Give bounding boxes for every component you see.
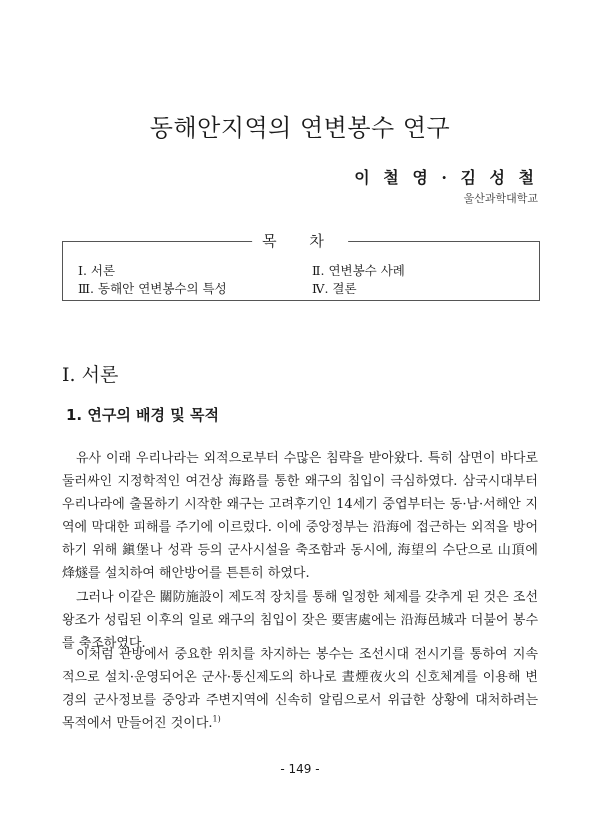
toc-item: Ⅲ. 동해안 연변봉수의 특성 [78,281,227,296]
toc-heading: 목 차 [252,230,348,251]
toc-item: Ⅰ. 서론 [78,263,116,278]
toc-item: Ⅳ. 결론 [312,281,357,296]
subsection-heading: 1. 연구의 배경 및 목적 [66,406,219,424]
body-paragraph-text: 이처럼 관방에서 중요한 위치를 차지하는 봉수는 조선시대 전시기를 통하여 지속적으로 설치·운영되어온 군사·통신제도의 하나로 晝煙夜火의 신호체계를 이용해 변경의 군사정보를 중앙과 주변지역에 신속히 알림으로서 위급한 상황에 대처하려는 목적에서 만들어진 것이다. [62,647,538,731]
paper-title: 동해안지역의 연변봉수 연구 [149,114,451,142]
section-heading: Ⅰ. 서론 [62,364,119,386]
author-names: 이 철 영 · 김 성 철 [354,168,538,187]
author-affiliation: 울산과학대학교 [463,192,538,205]
footnote-marker[interactable]: 1) [212,714,221,724]
body-paragraph: 유사 이래 우리나라는 외적으로부터 수많은 침략을 받아왔다. 특히 삼면이 바다로 둘러싸인 지정학적인 여건상 海路를 통한 왜구의 침입이 극심하였다. 삼국시대부터 우리나라에 출몰하기 시작한 왜구는 고려후기인 14세기 중엽부터는 동·남·서해안 지역에 막대한 피해를 주기에 이르렀다. 이에 중앙정부는 沿海에 접근하는 외적을 방어하기 위해 鎭堡나 성곽 등의 군사시설을 축조함과 동시에, 海望의 수단으로 山頂에 烽燧를 설치하여 해안방어를 튼튼히 하였다. [62,451,538,581]
toc-item: Ⅱ. 연변봉수 사례 [312,263,405,278]
body-paragraph: 그러나 이같은 關防施設이 제도적 장치를 통해 일정한 체제를 갖추게 된 것은 조선왕조가 성립된 이후의 일로 왜구의 침입이 잦은 要害處에는 沿海邑城과 더불어 봉수를 축조하였다. [62,590,538,651]
body-paragraph [62,643,538,735]
page-number: - 149 - [280,762,320,776]
